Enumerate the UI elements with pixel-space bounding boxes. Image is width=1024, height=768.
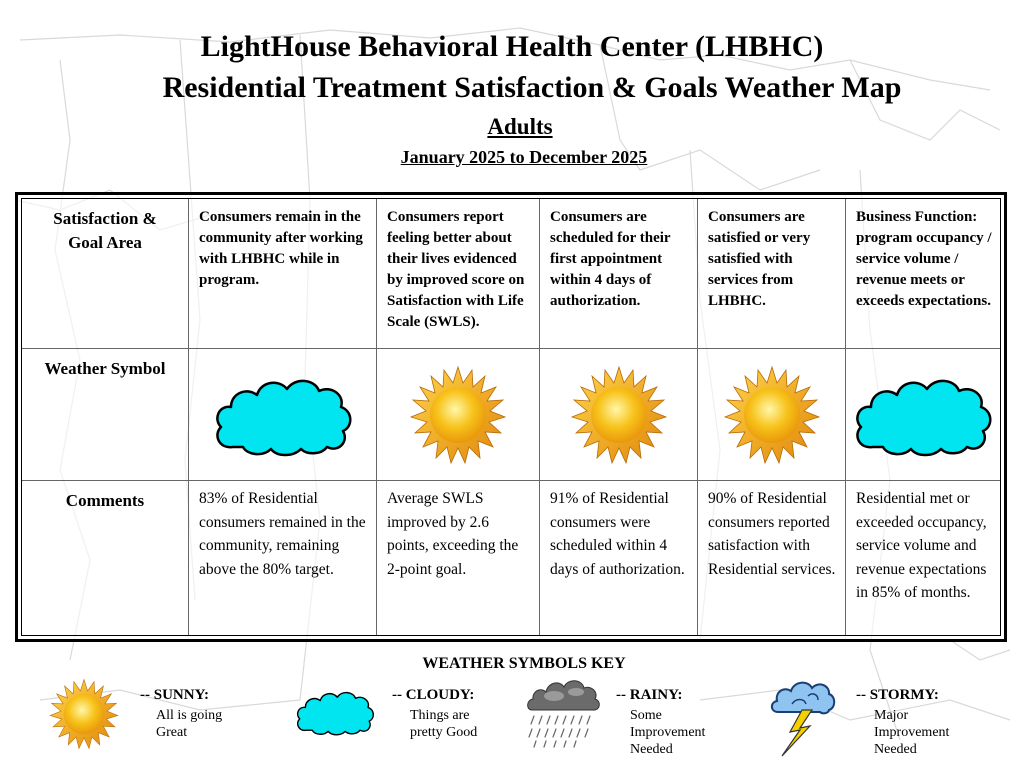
row-header-area: Satisfaction & Goal Area [22, 199, 189, 349]
key-label: -- SUNNY: [140, 687, 210, 703]
date-range: January 2025 to December 2025 [400, 147, 648, 167]
row-header-symbol: Weather Symbol [22, 349, 189, 481]
key-label: -- CLOUDY: [392, 687, 475, 703]
comment-cell: Residential met or exceeded occupancy, service volume and revenue expectations in 85% of months. [856, 490, 987, 601]
cloud-icon [851, 373, 995, 457]
page-subtitle: Residential Treatment Satisfaction & Goals Weather Map [162, 71, 902, 104]
symbol-cell [698, 349, 846, 481]
row-header-comments: Comments [22, 481, 189, 635]
area-cell: Consumers report feeling better about their lives evidenced by improved score on Satisfaction with Life Scale (SWLS). [377, 199, 540, 349]
area-cell: Consumers are satisfied or very satisfied with services from LHBHC. [698, 199, 846, 349]
comment-cell: 91% of Residential consumers were scheduled within 4 days of authorization. [540, 481, 698, 635]
key-title: WEATHER SYMBOLS KEY [422, 655, 626, 672]
sun-icon [408, 365, 508, 465]
rain-cloud-icon [524, 676, 602, 750]
area-cell: Business Function: program occupancy / service volume / revenue meets or exceeds expectations. [846, 199, 1000, 349]
key-item-cloudy [290, 676, 510, 766]
sun-icon [569, 365, 669, 465]
symbol-cell [846, 349, 1000, 481]
area-cell: Consumers are scheduled for their first appointment within 4 days of authorization. [540, 199, 698, 349]
key-label: -- RAINY: [616, 687, 683, 703]
storm-icon [768, 676, 838, 758]
key-desc: Some Improvement Needed [630, 708, 706, 757]
key-desc: All is going Great [156, 708, 223, 740]
sun-icon [722, 365, 822, 465]
symbol-cell [540, 349, 698, 481]
key-item-rainy [524, 676, 754, 766]
sun-icon [48, 678, 120, 750]
area-cell: Consumers remain in the community after working with LHBHC while in program. [189, 199, 377, 349]
cloud-icon [294, 684, 376, 740]
key-label: -- STORMY: [856, 687, 939, 703]
key-item-sunny [48, 676, 268, 766]
comment-cell: Average SWLS improved by 2.6 points, exceeding the 2-point goal. [377, 481, 540, 635]
key-desc: Things are pretty Good [410, 708, 478, 740]
comment-cell: 90% of Residential consumers reported satisfaction with Residential services. [698, 481, 846, 635]
symbol-cell [189, 349, 377, 481]
key-desc: Major Improvement Needed [874, 708, 950, 757]
key-item-stormy [764, 676, 1004, 766]
page-title: LightHouse Behavioral Health Center (LHBHC) [200, 30, 824, 63]
comment-cell: 83% of Residential consumers remained in the community, remaining above the 80% target. [189, 481, 377, 635]
weather-map-table [15, 192, 1007, 642]
symbol-cell [377, 349, 540, 481]
audience-label: Adults [487, 114, 553, 139]
cloud-icon [211, 373, 355, 457]
